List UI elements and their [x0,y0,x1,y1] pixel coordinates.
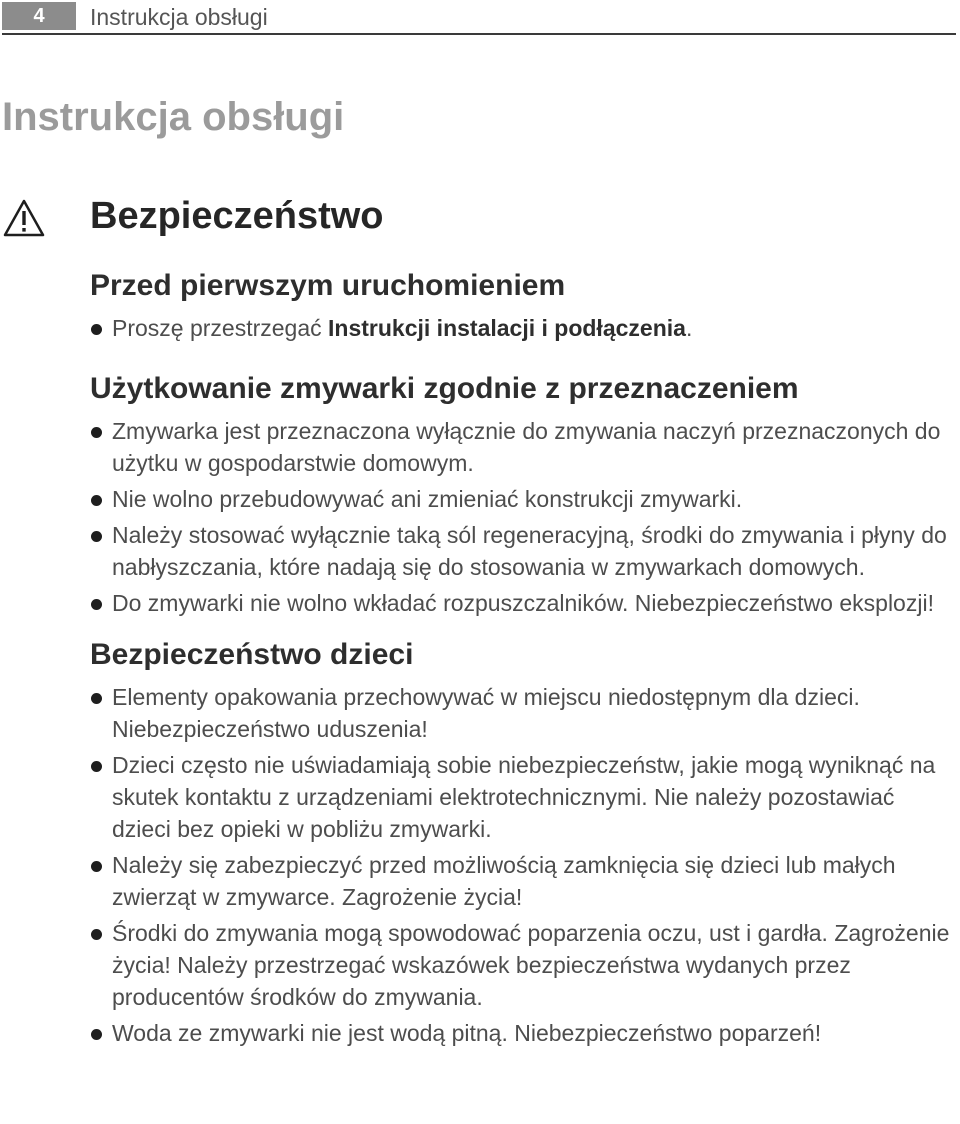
page-number: 4 [2,2,76,30]
list-item: Nie wolno przebudowywać ani zmieniać konstrukcji zmywarki. [90,483,956,515]
list-item: Zmywarka jest przeznaczona wyłącznie do zmywania naczyń przeznaczonych do użytku w gospodarstwie domowym. [90,415,956,479]
subsection-title: Przed pierwszym uruchomieniem [90,269,566,302]
bullet-list [90,415,956,619]
subsection-title: Użytkowanie zmywarki zgodnie z przeznaczeniem [90,372,799,405]
subsection-before-first-use [90,264,956,344]
subsection-child-safety [90,633,956,1049]
subsection-intended-use [90,367,956,619]
bullet-list [90,312,956,344]
header-rule [2,33,956,35]
running-title: Instrukcja obsługi [90,4,268,30]
list-item: Środki do zmywania mogą spowodować poparzenia oczu, ust i gardła. Zagrożenie życia! Należy przestrzegać wskazówek bezpieczeństwa wydanych przez producentów środków do zmywania. [90,917,956,1013]
warning-triangle-icon [2,198,46,238]
section-title: Bezpieczeństwo [90,195,384,237]
list-item: Do zmywarki nie wolno wkładać rozpuszczalników. Niebezpieczeństwo eksplozji! [90,587,956,619]
item-text: . [685,315,693,341]
subsection-title: Bezpieczeństwo dzieci [90,638,414,671]
bullet-list [90,681,956,1049]
chapter-title: Instrukcja obsługi [2,95,345,139]
list-item: Należy się zabezpieczyć przed możliwością zamknięcia się dzieci lub małych zwierząt w zmywarce. Zagrożenie życia! [90,849,956,913]
item-text: Proszę przestrzegać [112,315,329,341]
list-item: Elementy opakowania przechowywać w miejscu niedostępnym dla dzieci. Niebezpieczeństwo uduszenia! [90,681,956,745]
running-header [0,0,960,34]
list-item [90,312,956,344]
list-item: Dzieci często nie uświadamiają sobie niebezpieczeństw, jakie mogą wyniknąć na skutek kontaktu z urządzeniami elektrotechnicznymi. Nie należy pozostawiać dzieci bez opieki w pobliżu zmywarki. [90,749,956,845]
content [90,264,956,1053]
list-item: Woda ze zmywarki nie jest wodą pitną. Niebezpieczeństwo poparzeń! [90,1017,956,1049]
emphasized-text: Instrukcji instalacji i podłączenia [328,315,686,341]
list-item: Należy stosować wyłącznie taką sól regeneracyjną, środki do zmywania i płyny do nabłyszczania, które nadają się do stosowania w zmywarkach domowych. [90,519,956,583]
